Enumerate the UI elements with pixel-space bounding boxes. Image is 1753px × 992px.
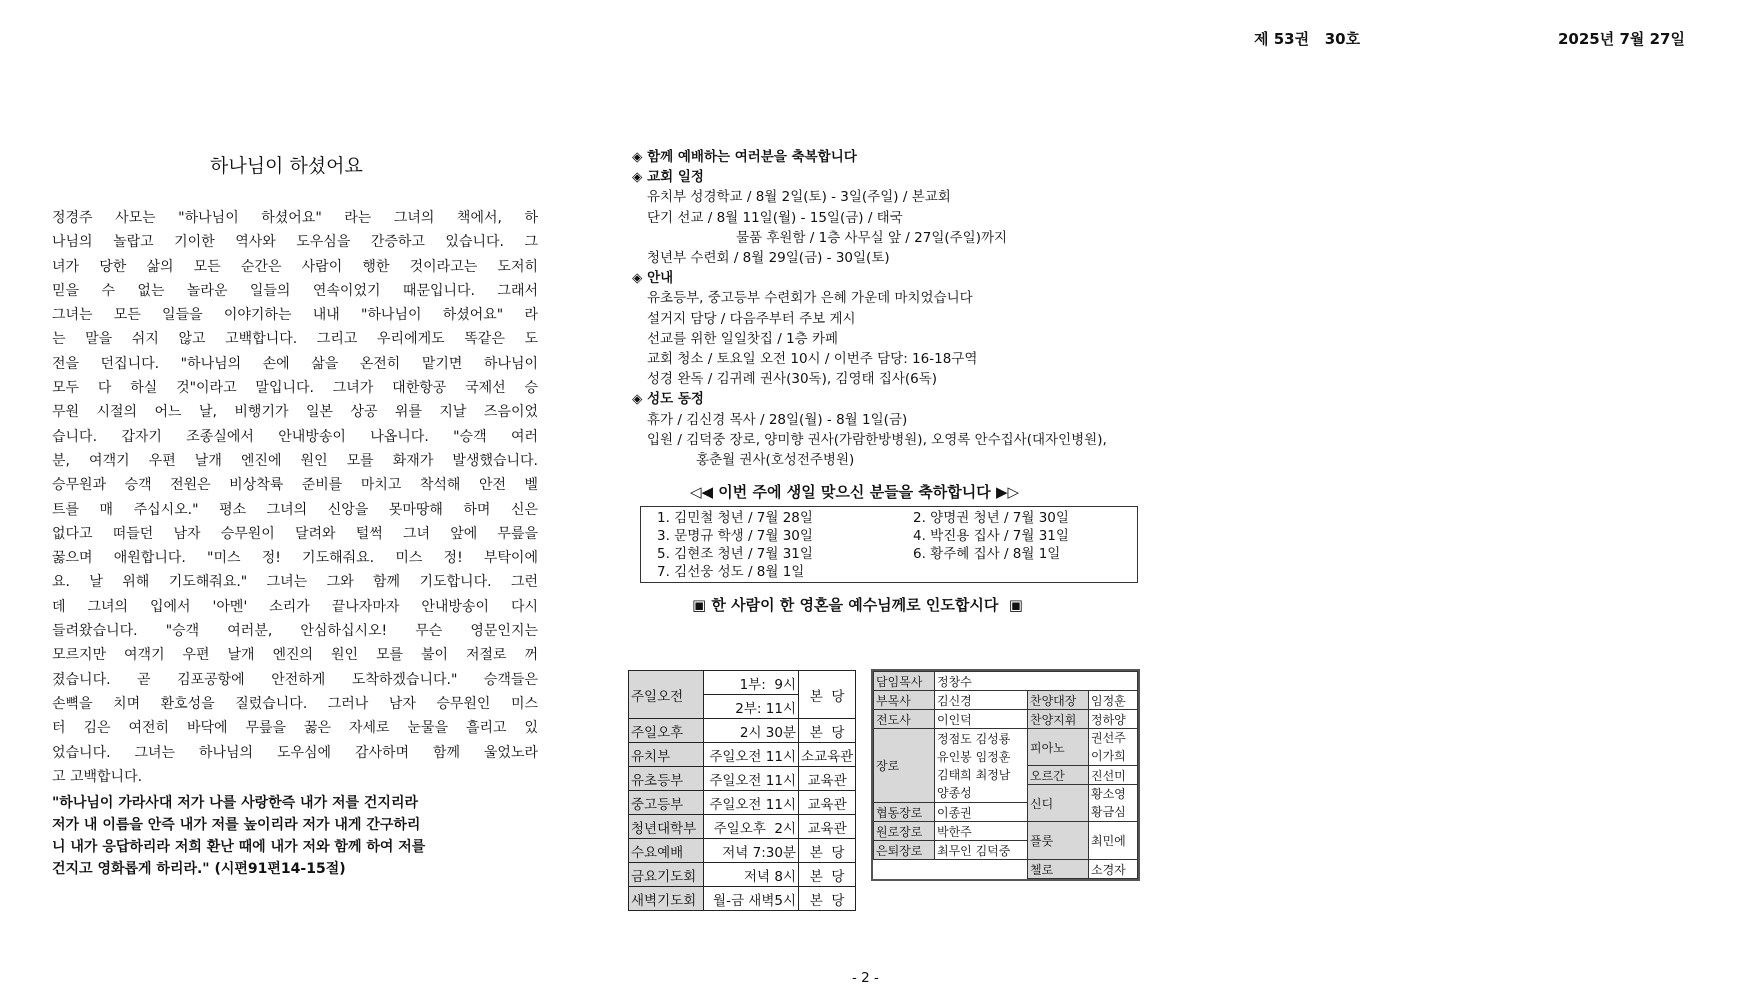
member-news-item: 홍춘월 권사(호성전주병원) [696, 452, 855, 469]
staff-name: 이가희 [1091, 749, 1126, 763]
staff-name: 황소영 [1091, 787, 1126, 801]
essay-line: 무원 시절의 어느 날, 비행기가 일본 상공 위를 지날 즈음이었 [52, 404, 538, 421]
essay-line: 는 말을 쉬지 않고 고백합니다. 그리고 우리에게도 똑같은 도 [52, 331, 538, 348]
notice-item: 설거지 담당 / 다음주부터 주보 게시 [647, 310, 856, 327]
staff-role: 찬양지휘 [1028, 710, 1089, 729]
birthday-entry: 7. 김선웅 성도 / 8월 1일 [657, 564, 805, 580]
service-place: 본 당 [799, 863, 856, 887]
service-place: 본 당 [799, 671, 856, 719]
essay-line: 습니다. 갑자기 조종실에서 안내방송이 나옵니다. "승객 여러 [52, 428, 538, 445]
church-staff-table [873, 671, 1138, 879]
staff-role: 담임목사 [874, 672, 935, 691]
staff-name: 황금심 [1091, 805, 1126, 819]
service-row [629, 887, 856, 911]
staff-role: 원로장로 [874, 822, 935, 841]
staff-role: 부목사 [874, 691, 935, 710]
essay-line: 터 김은 여전히 바닥에 무릎을 꿇은 자세로 눈물을 흘리고 있 [52, 720, 538, 737]
staff-role: 플룻 [1028, 822, 1089, 860]
staff-role: 전도사 [874, 710, 935, 729]
essay-line: 모두 다 하실 것"이라고 말입니다. 그녀가 대한항공 국제선 승 [52, 380, 538, 397]
service-time: 주일오전 11시 [704, 743, 799, 767]
staff-role: 찬양대장 [1028, 691, 1089, 710]
service-name: 유초등부 [629, 767, 704, 791]
essay-line: 졌습니다. 곧 김포공항에 안전하게 도착하겠습니다." 승객들은 [52, 671, 538, 688]
staff-name: 임정훈 [1089, 691, 1138, 710]
mission-statement: ▣ 한 사람이 한 영혼을 예수님께로 인도합시다 ▣ [692, 596, 1023, 614]
verse-line: 저가 내 이름을 안즉 내가 저를 높이리라 저가 내게 간구하리 [52, 817, 421, 833]
notice-heading: ◈ 안내 [632, 270, 674, 287]
essay-line: 녀가 당한 삶의 모든 순간은 사람이 행한 것이라고는 도저히 [52, 258, 538, 275]
service-time: 저녁 8시 [704, 863, 799, 887]
birthday-entry: 6. 황주혜 집사 / 8월 1일 [913, 546, 1061, 562]
essay-line: 었습니다. 그녀는 하나님의 도우심에 감사하며 함께 울었노라 [52, 744, 538, 761]
birthday-entry: 1. 김민철 청년 / 7월 28일 [657, 510, 813, 526]
essay-line: 승무원과 승객 전원은 비상착륙 준비를 마치고 착석해 안전 벨 [52, 477, 538, 494]
staff-name: 유인봉 임정훈 [937, 749, 1011, 764]
service-row [629, 791, 856, 815]
welcome-heading: ◈ 함께 예배하는 여러분을 축복합니다 [632, 149, 857, 165]
scripture-verse [52, 792, 538, 880]
notice-item: 유초등부, 중고등부 수련회가 은혜 가운데 마치었습니다 [647, 290, 973, 307]
essay-line: 믿을 수 없는 놀라운 일들의 연속이었기 때문입니다. 그래서 [52, 282, 538, 299]
bulletin-date: 2025년 7월 27일 [1558, 30, 1685, 48]
service-place: 교육관 [799, 791, 856, 815]
staff-name: 정창수 [935, 672, 1138, 691]
service-name: 수요예배 [629, 839, 704, 863]
staff-role: 협동장로 [874, 803, 935, 822]
notice-item: 성경 완독 / 김귀례 권사(30독), 김영태 집사(6독) [647, 371, 938, 388]
staff-role: 장로 [874, 729, 935, 803]
elders-names [935, 729, 1028, 803]
service-row [629, 863, 856, 887]
essay-line: 손뼉을 치며 환호성을 질렀습니다. 그러나 남자 승무원인 미스 [52, 695, 538, 712]
service-row [629, 839, 856, 863]
essay-line: 정경주 사모는 "하나님이 하셨어요" 라는 그녀의 책에서, 하 [52, 210, 538, 226]
service-row [629, 767, 856, 791]
service-row [629, 671, 856, 695]
essay-title: 하나님이 하셨어요 [210, 155, 363, 177]
verse-line: "하나님이 가라사대 저가 나를 사랑한즉 내가 저를 건지리라 [52, 795, 418, 811]
essay-line: 전을 던집니다. "하나님의 손에 삶을 온전히 맡기면 하나님이 [52, 355, 538, 372]
service-time: 저녁 7:30분 [704, 839, 799, 863]
schedule-heading: ◈ 교회 일정 [632, 169, 704, 186]
service-time: 주일오전 11시 [704, 767, 799, 791]
staff-name: 양종성 [937, 785, 972, 800]
member-news-item: 입원 / 김덕중 장로, 양미향 권사(가람한방병원), 오영록 안수집사(대자인병원), [647, 431, 1107, 448]
service-name: 중고등부 [629, 791, 704, 815]
essay-line: 그녀는 모든 일들을 이야기하는 내내 "하나님이 하셨어요" 라 [52, 307, 538, 324]
service-place: 소교육관 [799, 743, 856, 767]
essay-line: 분, 여객기 우편 날개 엔진에 원인 모를 화재가 발생했습니다. [52, 452, 538, 469]
members-heading: ◈ 성도 동정 [632, 391, 704, 408]
service-place: 교육관 [799, 815, 856, 839]
staff-name: 김신경 [935, 691, 1028, 710]
schedule-item: 단기 선교 / 8월 11일(월) - 15일(금) / 태국 [647, 209, 903, 226]
schedule-item: 물품 후원함 / 1층 사무실 앞 / 27일(주일)까지 [736, 229, 1008, 246]
essay-body [52, 206, 538, 789]
volume-issue: 제 53권 30호 [1254, 30, 1361, 48]
schedule-item: 청년부 수련회 / 8월 29일(금) - 30일(토) [647, 250, 890, 267]
service-time: 주일오전 11시 [704, 791, 799, 815]
staff-role: 은퇴장로 [874, 841, 935, 860]
church-news [632, 147, 1107, 470]
service-time: 1부: 9시 [704, 671, 799, 695]
birthday-heading: ◁◀ 이번 주에 생일 맞으신 분들을 축하합니다 ▶▷ [690, 483, 1020, 501]
birthday-entry: 3. 문명규 학생 / 7월 30일 [657, 528, 813, 544]
service-times-table [628, 670, 856, 911]
staff-name: 이인덕 [935, 710, 1028, 729]
synth-names [1089, 785, 1138, 822]
notice-item: 교회 청소 / 토요일 오전 10시 / 이번주 담당: 16-18구역 [647, 351, 978, 368]
staff-role: 신디 [1028, 785, 1089, 822]
spacer [935, 860, 1028, 879]
staff-name: 권선주 [1091, 731, 1126, 745]
essay-line: 데 그녀의 입에서 '아멘' 소리가 끝나자마자 안내방송이 다시 [52, 598, 538, 615]
essay-line: 나님의 놀랍고 기이한 역사와 도우심을 간증하고 있습니다. 그 [52, 234, 538, 251]
staff-name: 정하양 [1089, 710, 1138, 729]
service-name: 주일오전 [629, 671, 704, 719]
service-name: 유치부 [629, 743, 704, 767]
verse-line: 니 내가 응답하리라 저희 환난 때에 내가 저와 함께 하여 저를 [52, 839, 426, 855]
service-place: 본 당 [799, 719, 856, 743]
birthday-entry: 4. 박진용 집사 / 7월 31일 [913, 528, 1069, 544]
spacer [874, 860, 935, 879]
service-place: 본 당 [799, 887, 856, 911]
staff-name: 최민에 [1089, 822, 1138, 860]
service-time: 2부: 11시 [704, 695, 799, 719]
staff-name: 이종권 [935, 803, 1028, 822]
staff-name: 최무인 김덕중 [935, 841, 1028, 860]
service-place: 교육관 [799, 767, 856, 791]
essay-line: 모르지만 여객기 우편 날개 엔진의 원인 모를 불이 저절로 꺼 [52, 647, 538, 664]
birthday-entry: 2. 양명권 청년 / 7월 30일 [913, 510, 1069, 526]
essay-line: 없다고 떠들던 남자 승무원이 달려와 털썩 그녀 앞에 무릎을 [52, 525, 538, 542]
birthday-entry: 5. 김현조 청년 / 7월 31일 [657, 546, 813, 562]
service-name: 청년대학부 [629, 815, 704, 839]
service-name: 새벽기도회 [629, 887, 704, 911]
piano-names [1089, 729, 1138, 766]
staff-name: 정점도 김성룡 [937, 731, 1011, 746]
essay-line: 트를 매 주십시오." 평소 그녀의 신앙을 못마땅해 하며 신은 [52, 501, 538, 518]
staff-role: 첼로 [1028, 860, 1089, 879]
service-name: 주일오후 [629, 719, 704, 743]
essay-line: 꿇으며 애원합니다. "미스 정! 기도해줘요. 미스 정! 부탁이에 [52, 550, 538, 567]
member-news-item: 휴가 / 김신경 목사 / 28일(월) - 8월 1일(금) [647, 411, 908, 428]
staff-name: 진선미 [1089, 766, 1138, 785]
service-name: 금요기도회 [629, 863, 704, 887]
staff-role: 오르간 [1028, 766, 1089, 785]
staff-name: 소경자 [1089, 860, 1138, 879]
service-row [629, 719, 856, 743]
essay-line: 고 고백합니다. [52, 768, 143, 785]
service-time: 월-금 새벽5시 [704, 887, 799, 911]
staff-name: 김태희 최정남 [937, 767, 1011, 782]
page-number: - 2 - [852, 970, 879, 986]
notice-item: 선교를 위한 일일찻집 / 1층 카페 [647, 330, 839, 347]
schedule-item: 유치부 성경학교 / 8월 2일(토) - 3일(주일) / 본교회 [647, 189, 951, 206]
essay-line: 들려왔습니다. "승객 여러분, 안심하십시오! 무슨 영문인지는 [52, 623, 538, 640]
birthday-list [640, 506, 1138, 583]
essay-line: 요. 날 위해 기도해줘요." 그녀는 그와 함께 기도합니다. 그런 [52, 574, 538, 591]
service-time: 주일오후 2시 [704, 815, 799, 839]
service-row [629, 743, 856, 767]
service-time: 2시 30분 [704, 719, 799, 743]
service-place: 본 당 [799, 839, 856, 863]
verse-line: 건지고 영화롭게 하리라." (시편91편14-15절) [52, 861, 346, 877]
service-row [629, 815, 856, 839]
staff-name: 박한주 [935, 822, 1028, 841]
staff-role: 피아노 [1028, 729, 1089, 766]
